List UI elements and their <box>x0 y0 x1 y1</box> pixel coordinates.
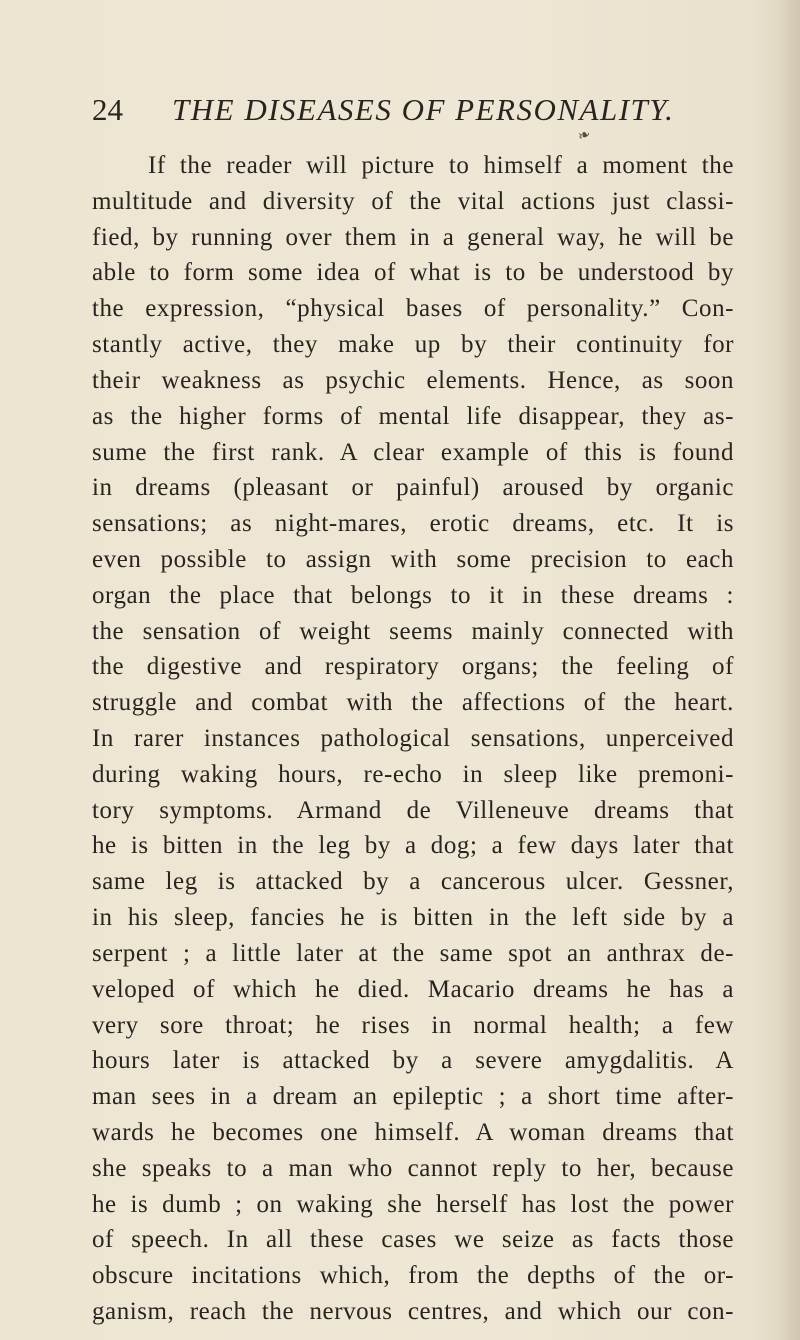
text-line: very sore throat; he rises in normal health; a few <box>92 1011 734 1039</box>
text-line: of speech. In all these cases we seize as facts those <box>92 1226 734 1254</box>
text-line: organ the place that belongs to it in these dreams : <box>92 581 734 609</box>
text-line: stantly active, they make up by their continuity for <box>92 331 734 359</box>
text-line: If the reader will picture to himself a moment the <box>148 152 734 179</box>
running-title: THE DISEASES OF PERSONALITY. <box>172 92 675 127</box>
text-line: the expression, “physical bases of personality.” Con- <box>92 295 734 323</box>
text-line: hours later is attacked by a severe amygdalitis. A <box>92 1047 734 1075</box>
text-line: same leg is attacked by a cancerous ulcer. Gessner, <box>92 868 734 896</box>
text-line: man sees in a dream an epileptic ; a short time after- <box>92 1083 734 1111</box>
text-line: the digestive and respiratory organs; the feeling of <box>92 653 734 681</box>
text-line: even possible to assign with some precision to each <box>92 545 734 573</box>
text-line: he is dumb ; on waking she herself has lost the power <box>92 1190 734 1218</box>
text-line: he is bitten in the leg by a dog; a few days later that <box>92 832 734 860</box>
text-line: in his sleep, fancies he is bitten in the left side by a <box>92 904 734 932</box>
running-head <box>92 92 712 132</box>
text-line: obscure incitations which, from the depths of the or- <box>92 1262 734 1290</box>
text-line: she speaks to a man who cannot reply to her, because <box>92 1154 734 1182</box>
page-number: 24 <box>92 92 123 127</box>
text-line: wards he becomes one himself. A woman dreams that <box>92 1118 734 1146</box>
text-line: able to form some idea of what is to be understood by <box>92 259 734 287</box>
text-line: veloped of which he died. Macario dreams he has a <box>92 975 734 1003</box>
body-text <box>92 148 734 1330</box>
text-line: struggle and combat with the affections of the heart. <box>92 689 734 717</box>
text-line: serpent ; a little later at the same spot an anthrax de- <box>92 939 734 967</box>
text-line: the sensation of weight seems mainly connected with <box>92 617 734 645</box>
text-line: fied, by running over them in a general way, he will be <box>92 223 734 251</box>
text-line: In rarer instances pathological sensations, unperceived <box>92 725 734 752</box>
text-line: during waking hours, re-echo in sleep like premoni- <box>92 760 734 788</box>
text-line: sensations; as night-mares, erotic dreams, etc. It is <box>92 510 734 538</box>
ornament-mark: ❧ <box>575 126 594 146</box>
text-line: ganism, reach the nervous centres, and which our con- <box>92 1298 734 1325</box>
text-line: as the higher forms of mental life disappear, they as- <box>92 402 734 430</box>
text-line: in dreams (pleasant or painful) aroused by organic <box>92 474 734 502</box>
text-line: sume the first rank. A clear example of this is found <box>92 438 734 466</box>
page-edge-shadow <box>778 0 800 1340</box>
text-line: their weakness as psychic elements. Hence, as soon <box>92 366 734 394</box>
text-line: tory symptoms. Armand de Villeneuve dreams that <box>92 796 734 824</box>
text-line: multitude and diversity of the vital actions just classi- <box>92 187 734 215</box>
